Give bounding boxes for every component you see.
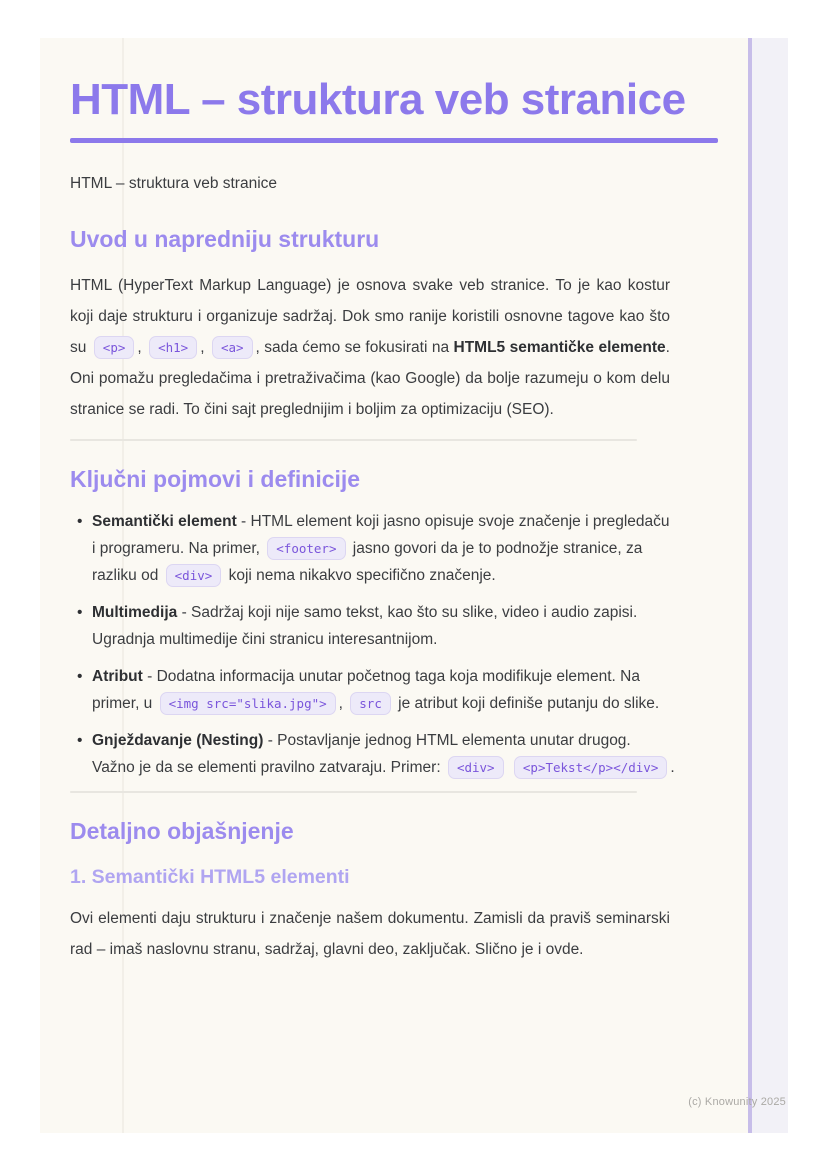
- text-segment: je atribut koji definiše putanju do slike.: [393, 695, 660, 712]
- text-segment: Multimedija: [92, 604, 178, 621]
- text-segment: Gnježdavanje (Nesting): [92, 732, 264, 749]
- text-segment: , sada ćemo se fokusirati na: [255, 339, 454, 356]
- list-item-multimedija: [92, 599, 677, 653]
- document-subtitle: HTML – struktura veb stranice: [70, 175, 278, 192]
- inline-code-pill: src: [350, 692, 391, 715]
- list-item-text: [92, 732, 675, 776]
- text-segment: . Oni pomažu pregledačima i pretraživačima (kao Google) da bolje razumeju o kom delu stranice se radi. To čini sajt preglednijim i boljim za optimizaciju (SEO).: [70, 339, 670, 418]
- text-segment: - HTML element koji jasno opisuje svoje značenje i pregledaču i programeru. Na primer,: [92, 513, 670, 557]
- page-title: HTML – struktura veb stranice: [70, 75, 686, 124]
- inline-code-pill: <div>: [448, 756, 504, 779]
- list-item-atribut: [92, 663, 677, 717]
- details-paragraph: [70, 903, 670, 965]
- text-segment: .: [670, 759, 675, 776]
- title-underline: [70, 138, 718, 143]
- inline-code-pill: <img src="slika.jpg">: [160, 692, 336, 715]
- text-segment: ,: [200, 339, 209, 356]
- page-content: [70, 38, 718, 965]
- text-segment: jasno govori da je to podnožje stranice, za razliku od: [92, 540, 643, 584]
- list-item-semanticki-element: [92, 508, 677, 589]
- text-segment: - Postavljanje jednog HTML elementa unutar drugog. Važno je da se elementi pravilno zatvaraju. Primer:: [92, 732, 631, 776]
- document-page: [40, 38, 750, 1133]
- inline-code-pill: <p>Tekst</p></div>: [514, 756, 667, 779]
- text-segment: ,: [137, 339, 147, 356]
- section-divider: [70, 439, 637, 441]
- text-segment: HTML5 semantičke elemente: [453, 339, 666, 356]
- section-divider: [70, 791, 637, 793]
- text-segment: ,: [338, 695, 348, 712]
- inline-code-pill: <a>: [212, 336, 253, 359]
- list-item-text: [92, 604, 637, 648]
- text-segment: [507, 759, 511, 776]
- text-segment: Atribut: [92, 668, 143, 685]
- intro-paragraph: [70, 270, 670, 425]
- copyright-footer: (c) Knowunity 2025: [688, 1096, 786, 1108]
- inline-code-pill: <footer>: [267, 537, 345, 560]
- text-segment: koji nema nikakvo specifično značenje.: [224, 567, 496, 584]
- text-segment: - Dodatna informacija unutar početnog taga koja modifikuje element. Na primer, u: [92, 668, 640, 712]
- section-heading-details: Detaljno objašnjenje: [70, 818, 294, 844]
- list-item-text: [92, 513, 670, 584]
- text-segment: Semantički element: [92, 513, 237, 530]
- inline-code-pill: <h1>: [149, 336, 197, 359]
- text-segment: HTML (HyperText Markup Language) je osnova svake veb stranice. To je kao kostur koji daje strukturu i organizuje sadržaj. Dok smo ranije koristili osnovne tagove kao što su: [70, 277, 670, 356]
- text-segment: Ovi elementi daju strukturu i značenje našem dokumentu. Zamisli da praviš seminarski rad – imaš naslovnu stranu, sadržaj, glavni deo, zaključak. Slično je i ovde.: [70, 910, 670, 958]
- inline-code-pill: <p>: [94, 336, 135, 359]
- list-item-gnjezdavanje: [92, 727, 677, 781]
- key-terms-list: [70, 508, 677, 781]
- section-heading-key-terms: Ključni pojmovi i definicije: [70, 466, 361, 492]
- text-segment: - Sadržaj koji nije samo tekst, kao što su slike, video i audio zapisi. Ugradnja multimedije čini stranicu interesantnijom.: [92, 604, 638, 648]
- subsection-heading-semanticki-html5: 1. Semantički HTML5 elementi: [70, 866, 350, 888]
- section-heading-intro: Uvod u napredniju strukturu: [70, 226, 380, 252]
- list-item-text: [92, 668, 659, 712]
- next-page-edge: [748, 38, 788, 1133]
- inline-code-pill: <div>: [166, 564, 222, 587]
